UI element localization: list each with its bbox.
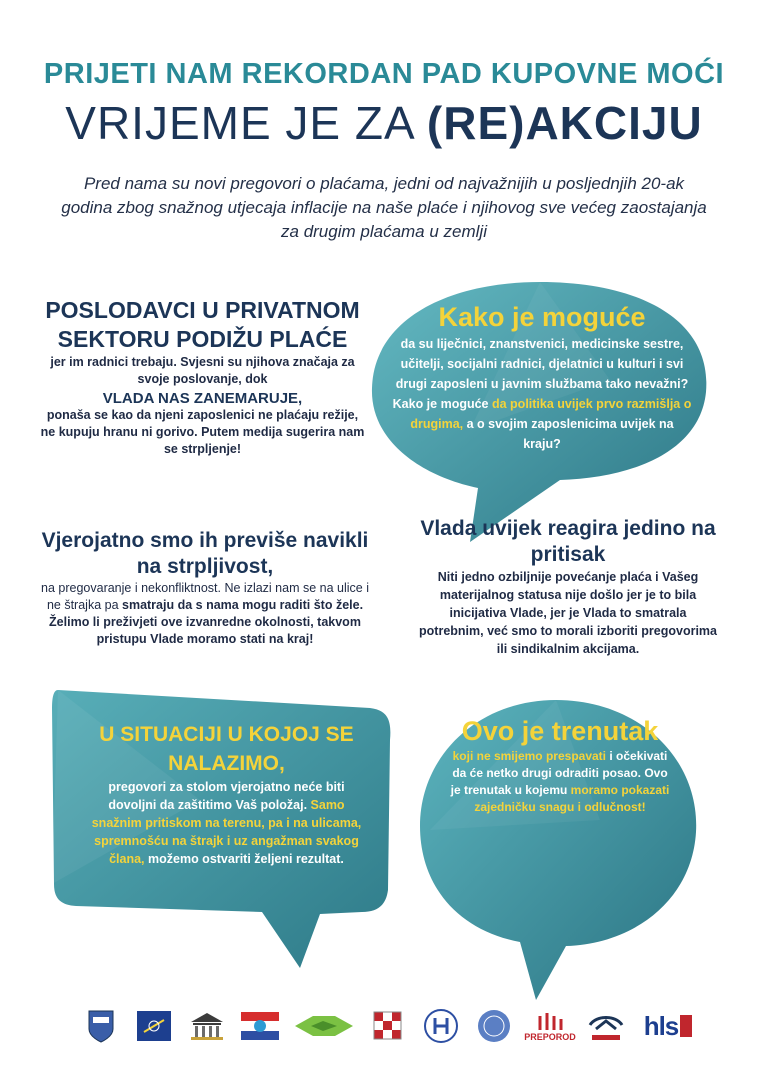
flag-logo — [239, 1008, 281, 1044]
bubble-how-highlight: da politika uvijek prvo razmišlja o drugima, — [410, 397, 692, 431]
building-logo — [186, 1008, 228, 1044]
bubble-situation — [84, 720, 369, 868]
handshake-logo — [292, 1008, 356, 1044]
bubble-now — [450, 714, 670, 816]
round-union-logo — [473, 1008, 515, 1044]
bubble-now-highlight-2: moramo pokazati zajedničku snagu i odlučnost! — [474, 783, 670, 814]
bubble-now-text-1: i očekivati da će netko drugi odraditi posao. Ovo je trenutak u kojemu — [450, 749, 668, 797]
crest-logo — [80, 1008, 122, 1044]
bubble-now-highlight-1: koji ne smijemo prespavati — [452, 749, 607, 763]
patience-heading: Vjerojatno smo ih previše navikli na strpljivost, — [41, 529, 369, 578]
bubble-how-text-2: a o svojim zaposlenicima uvijek na kraju? — [463, 417, 674, 451]
hands-logo — [585, 1008, 627, 1044]
title-line-2-light: VRIJEME JE ZA — [65, 97, 427, 149]
pressure-block — [418, 516, 718, 658]
private-sector-text-2: ponaša se kao da njeni zaposlenici ne plaćaju režije, ne kupuju hranu ni gorivo. Putem medija sugerira nam se strpljenje! — [40, 408, 365, 456]
bubble-how-heading: Kako je moguće — [438, 302, 646, 332]
bubble-how-text — [392, 334, 692, 454]
hls-label: hls — [643, 1010, 679, 1041]
patience-block — [40, 528, 370, 648]
bubble-situation-text-1: pregovori za stolom vjerojatno neće biti dovoljni da zaštitimo Vaš položaj. — [108, 780, 345, 812]
bubble-situation-highlight: Samo snažnim pritiskom na terenu, pa i na ulicama, spremnošću na štrajk i uz angažman svakog člana, — [91, 798, 362, 866]
preporod-label: PREPOROD — [524, 1032, 576, 1042]
union-square-logo — [133, 1008, 175, 1044]
pressure-text: Niti jedno ozbiljnije povećanje plaća i Vašeg materijalnog statusa nije došlo jer je to bila inicijativa Vlade, jer je Vlada to smatrala potrebnim, već smo to morali izboriti pregovorima ili sindikalnim akcijama. — [419, 570, 717, 656]
bubble-now-text — [450, 748, 670, 816]
hls-logo — [638, 1008, 700, 1044]
patience-text-bold: smatraju da s nama mogu raditi što žele. Želimo li preživjeti ove izvanredne okolnosti, takvom pristupu Vlade moramo stati na kraj! — [49, 598, 364, 646]
government-ignores-heading: VLADA NAS ZANEMARUJE, — [102, 390, 303, 407]
logo-strip — [80, 1006, 700, 1046]
preporod-logo — [526, 1008, 574, 1044]
bubble-situation-text — [84, 778, 369, 868]
private-sector-text-1: jer im radnici trebaju. Svjesni su njihova značaja za svoje poslovanje, dok — [50, 355, 355, 386]
pressure-heading: Vlada uvijek reagira jedino na pritisak — [420, 517, 716, 566]
bubble-how — [392, 300, 692, 454]
checkerboard-logo — [367, 1008, 409, 1044]
private-sector-heading: POSLODAVCI U PRIVATNOM SEKTORU PODIŽU PLAĆE — [45, 297, 360, 352]
title-line-2-bold: (RE)AKCIJU — [426, 97, 703, 149]
circle-h-logo — [420, 1008, 462, 1044]
patience-text-light: na pregovaranje i nekonfliktnost. Ne izlazi nam se na ulice i ne štrajka pa — [41, 581, 369, 612]
bubble-situation-text-2: možemo ostvariti željeni rezultat. — [144, 852, 344, 866]
title-line-1: PRIJETI NAM REKORDAN PAD KUPOVNE MOĆI — [43, 58, 725, 90]
bubble-now-heading: Ovo je trenutak — [461, 716, 659, 746]
bubble-situation-heading: U SITUACIJI U KOJOJ SE NALAZIMO, — [99, 723, 354, 775]
private-sector-block — [40, 296, 365, 458]
patience-text — [40, 580, 370, 648]
bubble-how-text-1: da su liječnici, znanstvenici, medicinske sestre, učitelji, socijalni radnici, djelatnici u kulturi i svi drugi zaposleni u javnim službama tako nevažni? Kako je moguće — [392, 337, 689, 411]
intro-text: Pred nama su novi pregovori o plaćama, jedni od najvažnijih u posljednjih 20-ak godina zbog snažnog utjecaja inflacije na naše plaće i njihovog sve većeg zaostajanja za drugim plaćama u zemlji — [61, 174, 707, 241]
